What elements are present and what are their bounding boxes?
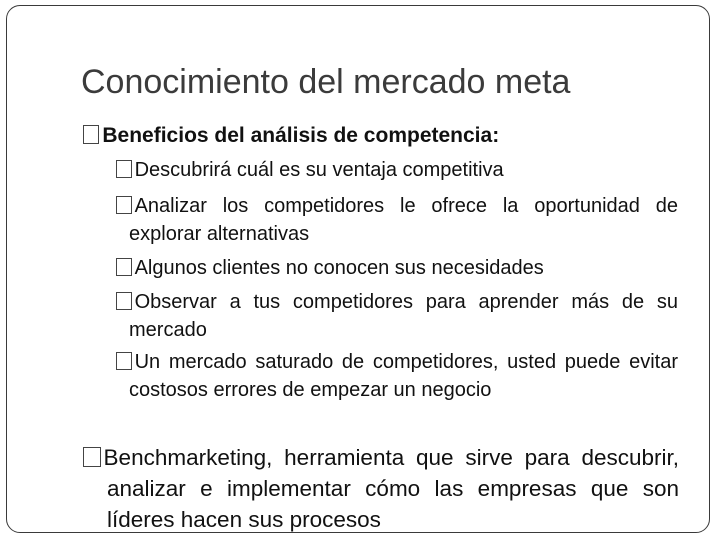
sub-bullet-text: Algunos clientes no conocen sus necesidades <box>134 257 544 279</box>
sub-bullet-text: Un mercado saturado de competidores, usted puede evitar costosos errores de empezar un negocio <box>129 351 678 401</box>
slide-title: Conocimiento del mercado meta <box>81 63 571 101</box>
bullet-benchmarketing <box>83 442 679 535</box>
sub-bullet-4 <box>116 288 678 344</box>
sub-bullet-text: Analizar los competidores le ofrece la oportunidad de explorar alternativas <box>129 195 678 245</box>
bullet-box-icon <box>83 125 99 144</box>
sub-bullet-5 <box>116 348 678 404</box>
bullet-box-icon <box>116 196 132 214</box>
bullet-box-icon <box>116 292 132 310</box>
sub-bullet-2 <box>116 192 678 248</box>
bullet-heading <box>83 124 499 148</box>
sub-bullet-text: Observar a tus competidores para aprender más de su mercado <box>129 291 678 341</box>
slide <box>6 5 710 533</box>
bullet-box-icon <box>83 447 101 467</box>
sub-bullet-text: Descubrirá cuál es su ventaja competitiva <box>134 159 504 181</box>
bullet-benchmarketing-text: Benchmarketing, herramienta que sirve para descubrir, analizar e implementar cómo las empresas que son líderes hacen sus procesos <box>103 445 679 532</box>
bullet-heading-text: Beneficios del análisis de competencia: <box>102 124 500 147</box>
sub-bullet-3 <box>116 254 678 282</box>
bullet-box-icon <box>116 258 132 276</box>
bullet-box-icon <box>116 352 132 370</box>
sub-bullet-1 <box>116 156 678 184</box>
bullet-box-icon <box>116 160 132 178</box>
